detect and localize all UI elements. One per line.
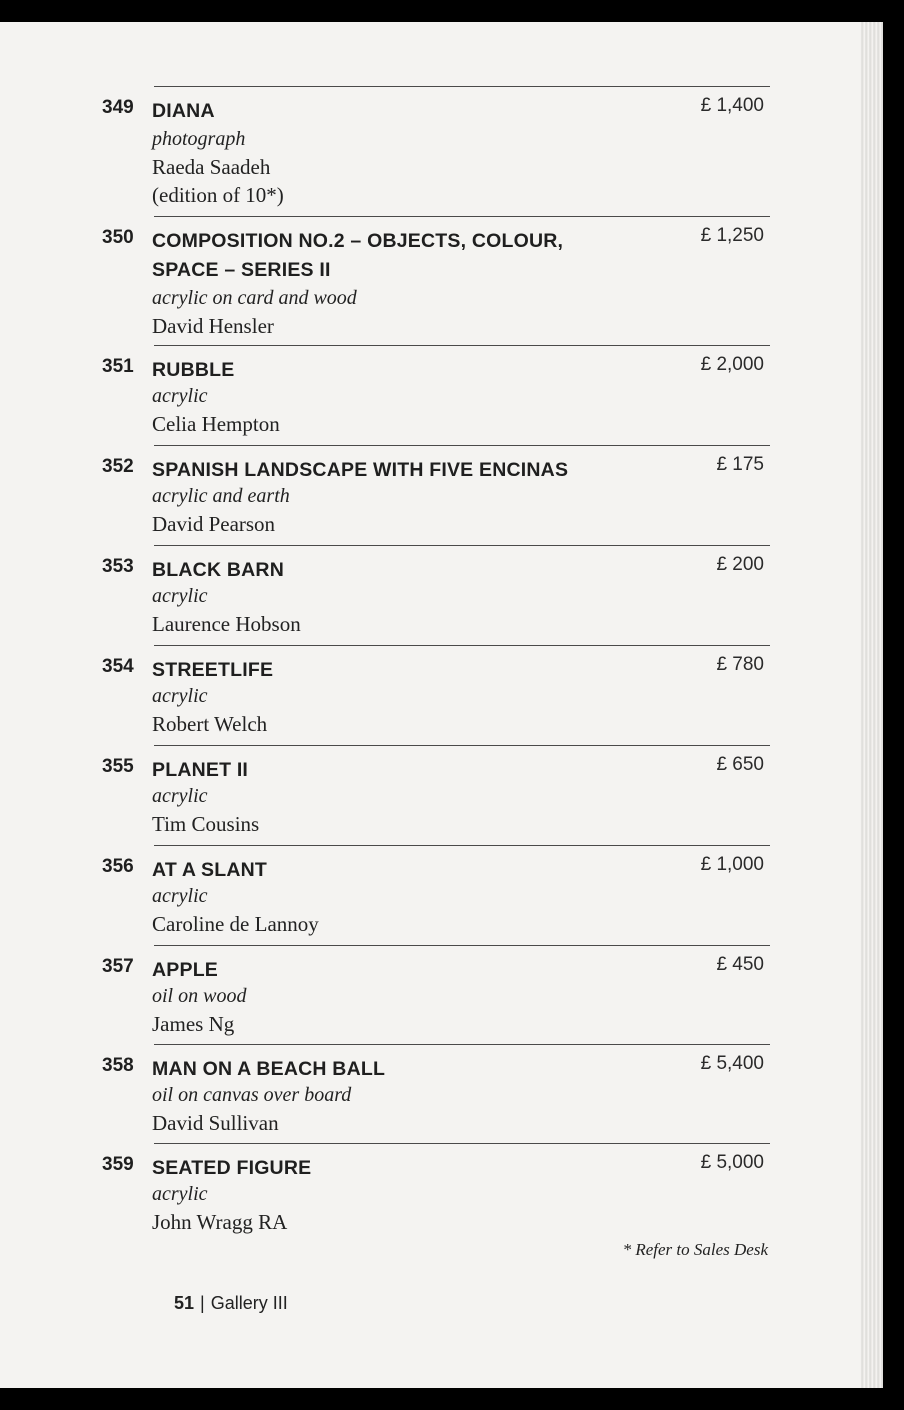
divider bbox=[154, 345, 770, 346]
catalogue-entry bbox=[100, 1137, 770, 1237]
section-name: Gallery III bbox=[210, 1293, 288, 1313]
artist: Caroline de Lannoy bbox=[152, 912, 319, 936]
artwork-title: DIANA bbox=[152, 100, 215, 122]
medium: acrylic bbox=[152, 785, 208, 807]
artwork-title: RUBBLE bbox=[152, 359, 235, 381]
price: £ 1,250 bbox=[700, 225, 764, 246]
artist: Raeda Saadeh bbox=[152, 155, 271, 179]
artist: Laurence Hobson bbox=[152, 612, 301, 636]
catalogue-entry bbox=[100, 739, 770, 839]
lot-number: 351 bbox=[102, 356, 134, 377]
medium: acrylic on card and wood bbox=[152, 287, 357, 309]
catalogue-entry bbox=[100, 80, 770, 207]
divider bbox=[154, 86, 770, 87]
page-footer bbox=[174, 1293, 288, 1314]
price: £ 175 bbox=[716, 454, 764, 475]
artist: Tim Cousins bbox=[152, 812, 260, 836]
lot-number: 357 bbox=[102, 956, 134, 977]
price: £ 2,000 bbox=[700, 354, 764, 375]
footnote: * Refer to Sales Desk bbox=[622, 1240, 768, 1259]
medium: acrylic and earth bbox=[152, 485, 290, 507]
artwork-title: BLACK BARN bbox=[152, 559, 284, 581]
artwork-title: SPANISH LANDSCAPE WITH FIVE ENCINAS bbox=[152, 459, 569, 481]
price: £ 200 bbox=[716, 554, 764, 575]
price: £ 450 bbox=[716, 954, 764, 975]
artwork-title: MAN ON A BEACH BALL bbox=[152, 1058, 386, 1080]
price: £ 780 bbox=[716, 654, 764, 675]
divider bbox=[154, 645, 770, 646]
lot-number: 359 bbox=[102, 1154, 134, 1175]
catalogue-entry bbox=[100, 639, 770, 739]
divider bbox=[154, 1143, 770, 1144]
artwork-title: AT A SLANT bbox=[152, 859, 268, 881]
lot-number: 350 bbox=[102, 227, 134, 248]
medium: acrylic bbox=[152, 885, 208, 907]
catalogue-entry bbox=[100, 839, 770, 939]
artwork-title: STREETLIFE bbox=[152, 659, 274, 681]
medium: acrylic bbox=[152, 385, 208, 407]
price: £ 1,000 bbox=[700, 854, 764, 875]
price: £ 5,400 bbox=[700, 1053, 764, 1074]
price: £ 1,400 bbox=[700, 95, 764, 116]
artwork-title: PLANET II bbox=[152, 759, 249, 781]
artist: Robert Welch bbox=[152, 712, 268, 736]
artist: John Wragg RA bbox=[152, 1210, 288, 1234]
divider bbox=[154, 745, 770, 746]
artist: James Ng bbox=[152, 1012, 235, 1036]
artist: David Hensler bbox=[152, 314, 274, 338]
price: £ 650 bbox=[716, 754, 764, 775]
lot-number: 355 bbox=[102, 756, 134, 777]
medium: oil on canvas over board bbox=[152, 1084, 352, 1106]
entry-list bbox=[100, 80, 770, 1237]
artwork-title: COMPOSITION NO.2 – OBJECTS, COLOUR, SPACE – SERIES II bbox=[152, 230, 564, 281]
medium: acrylic bbox=[152, 685, 208, 707]
lot-number: 349 bbox=[102, 97, 134, 118]
lot-number: 354 bbox=[102, 656, 134, 677]
medium: photograph bbox=[152, 128, 246, 150]
lot-number: 352 bbox=[102, 456, 134, 477]
divider bbox=[154, 845, 770, 846]
divider bbox=[154, 216, 770, 217]
catalogue-entry bbox=[100, 339, 770, 439]
edition-note: (edition of 10*) bbox=[152, 183, 284, 207]
artwork-title: APPLE bbox=[152, 959, 219, 981]
lot-number: 356 bbox=[102, 856, 134, 877]
medium: acrylic bbox=[152, 585, 208, 607]
artwork-title: SEATED FIGURE bbox=[152, 1157, 312, 1179]
divider bbox=[154, 945, 770, 946]
divider bbox=[154, 445, 770, 446]
divider bbox=[154, 1044, 770, 1045]
catalogue-entry bbox=[100, 1038, 770, 1137]
medium: oil on wood bbox=[152, 985, 247, 1007]
catalogue-entry bbox=[100, 439, 770, 539]
lot-number: 353 bbox=[102, 556, 134, 577]
artist: Celia Hempton bbox=[152, 412, 280, 436]
divider bbox=[154, 545, 770, 546]
catalogue-entry bbox=[100, 539, 770, 639]
lot-number: 358 bbox=[102, 1055, 134, 1076]
page-number: 51 bbox=[174, 1293, 195, 1313]
catalogue-entry bbox=[100, 939, 770, 1038]
artist: David Sullivan bbox=[152, 1111, 279, 1135]
catalogue-entry bbox=[100, 210, 770, 338]
price: £ 5,000 bbox=[700, 1152, 764, 1173]
medium: acrylic bbox=[152, 1183, 208, 1205]
footer-separator: | bbox=[200, 1293, 205, 1313]
catalogue-page bbox=[0, 22, 860, 1388]
artist: David Pearson bbox=[152, 512, 276, 536]
